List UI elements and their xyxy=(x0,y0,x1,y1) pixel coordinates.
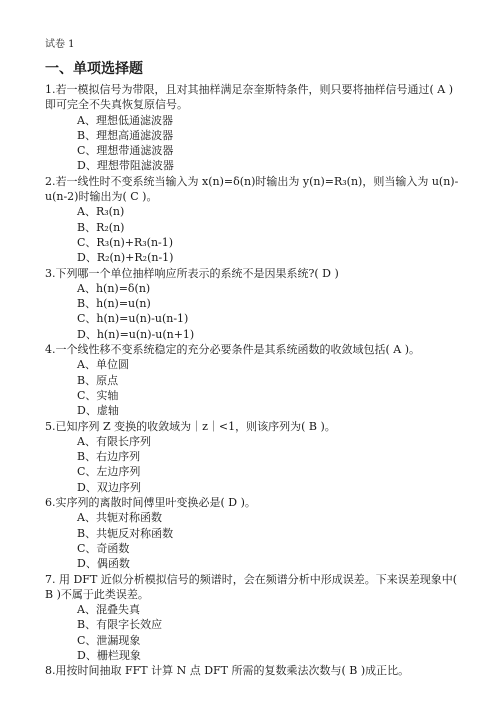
option-b: B、理想高通滤波器 xyxy=(77,128,174,142)
option-c: C、左边序列 xyxy=(77,465,141,479)
option-list xyxy=(45,510,460,571)
option-b: B、共轭反对称函数 xyxy=(77,526,174,540)
option-c: C、理想带通滤波器 xyxy=(77,144,174,158)
option-c: C、实轴 xyxy=(77,388,119,402)
question-6 xyxy=(45,495,460,571)
question-1 xyxy=(45,82,460,174)
option-list xyxy=(45,434,460,495)
option-list xyxy=(45,281,460,342)
option-d: D、h(n)=u(n)-u(n+1) xyxy=(77,327,195,341)
question-stem: 8.用按时间抽取 FFT 计算 N 点 DFT 所需的复数乘法次数与( B )成正比。 xyxy=(45,664,410,678)
option-b: B、h(n)=u(n) xyxy=(77,297,151,311)
option-list xyxy=(45,113,460,174)
option-a: A、理想低通滤波器 xyxy=(77,113,173,127)
option-b: B、右边序列 xyxy=(77,450,141,464)
question-3 xyxy=(45,266,460,342)
option-c: C、奇函数 xyxy=(77,541,130,555)
option-a: A、R₃(n) xyxy=(77,205,125,219)
option-a: A、共轭对称函数 xyxy=(77,511,162,525)
option-a: A、有限长序列 xyxy=(77,434,151,448)
option-b: B、R₂(n) xyxy=(77,220,125,234)
option-c: C、h(n)=u(n)-u(n-1) xyxy=(77,312,189,326)
question-2 xyxy=(45,174,460,266)
question-list xyxy=(45,82,460,679)
option-d: D、虚轴 xyxy=(77,404,119,418)
option-c: C、泄漏现象 xyxy=(77,633,141,647)
option-d: D、理想带阻滤波器 xyxy=(77,159,174,173)
option-d: D、栅栏现象 xyxy=(77,648,141,662)
option-list xyxy=(45,204,460,265)
option-list xyxy=(45,602,460,663)
question-7 xyxy=(45,572,460,664)
question-stem: 4.一个线性移不变系统稳定的充分必要条件是其系统函数的收敛域包括( A )。 xyxy=(45,343,421,357)
option-a: A、单位圆 xyxy=(77,358,129,372)
question-4 xyxy=(45,342,460,418)
section-title: 一、单项选择题 xyxy=(45,61,143,77)
option-d: D、R₂(n)+R₂(n-1) xyxy=(77,251,174,265)
option-a: A、h(n)=δ(n) xyxy=(77,281,151,295)
question-5 xyxy=(45,419,460,495)
question-stem: 3.下列哪一个单位抽样响应所表示的系统不是因果系统?( D ) xyxy=(45,266,339,280)
question-8 xyxy=(45,663,460,678)
question-stem: 1.若一模拟信号为带限，且对其抽样满足奈奎斯特条件，则只要将抽样信号通过( A )即可完全不失真恢复原信号。 xyxy=(45,83,454,112)
option-list xyxy=(45,357,460,418)
question-stem: 5.已知序列 Z 变换的收敛域为｜z｜<1，则该序列为( B )。 xyxy=(45,419,336,433)
option-a: A、混叠失真 xyxy=(77,603,140,617)
question-stem: 7. 用 DFT 近似分析模拟信号的频谱时，会在频谱分析中形成误差。下来误差现象中( B )不属于此类误差。 xyxy=(45,572,458,601)
option-d: D、双边序列 xyxy=(77,480,141,494)
option-d: D、偶函数 xyxy=(77,557,130,571)
option-b: B、有限字长效应 xyxy=(77,618,163,632)
question-stem: 6.实序列的离散时间傅里叶变换必是( D )。 xyxy=(45,496,256,510)
paper-label: 试卷 1 xyxy=(45,39,75,50)
option-b: B、原点 xyxy=(77,373,119,387)
question-stem: 2.若一线性时不变系统当输入为 x(n)=δ(n)时输出为 y(n)=R₃(n)，则当输入为 u(n)-u(n-2)时输出为( C )。 xyxy=(45,174,459,204)
option-c: C、R₃(n)+R₃(n-1) xyxy=(77,235,174,249)
